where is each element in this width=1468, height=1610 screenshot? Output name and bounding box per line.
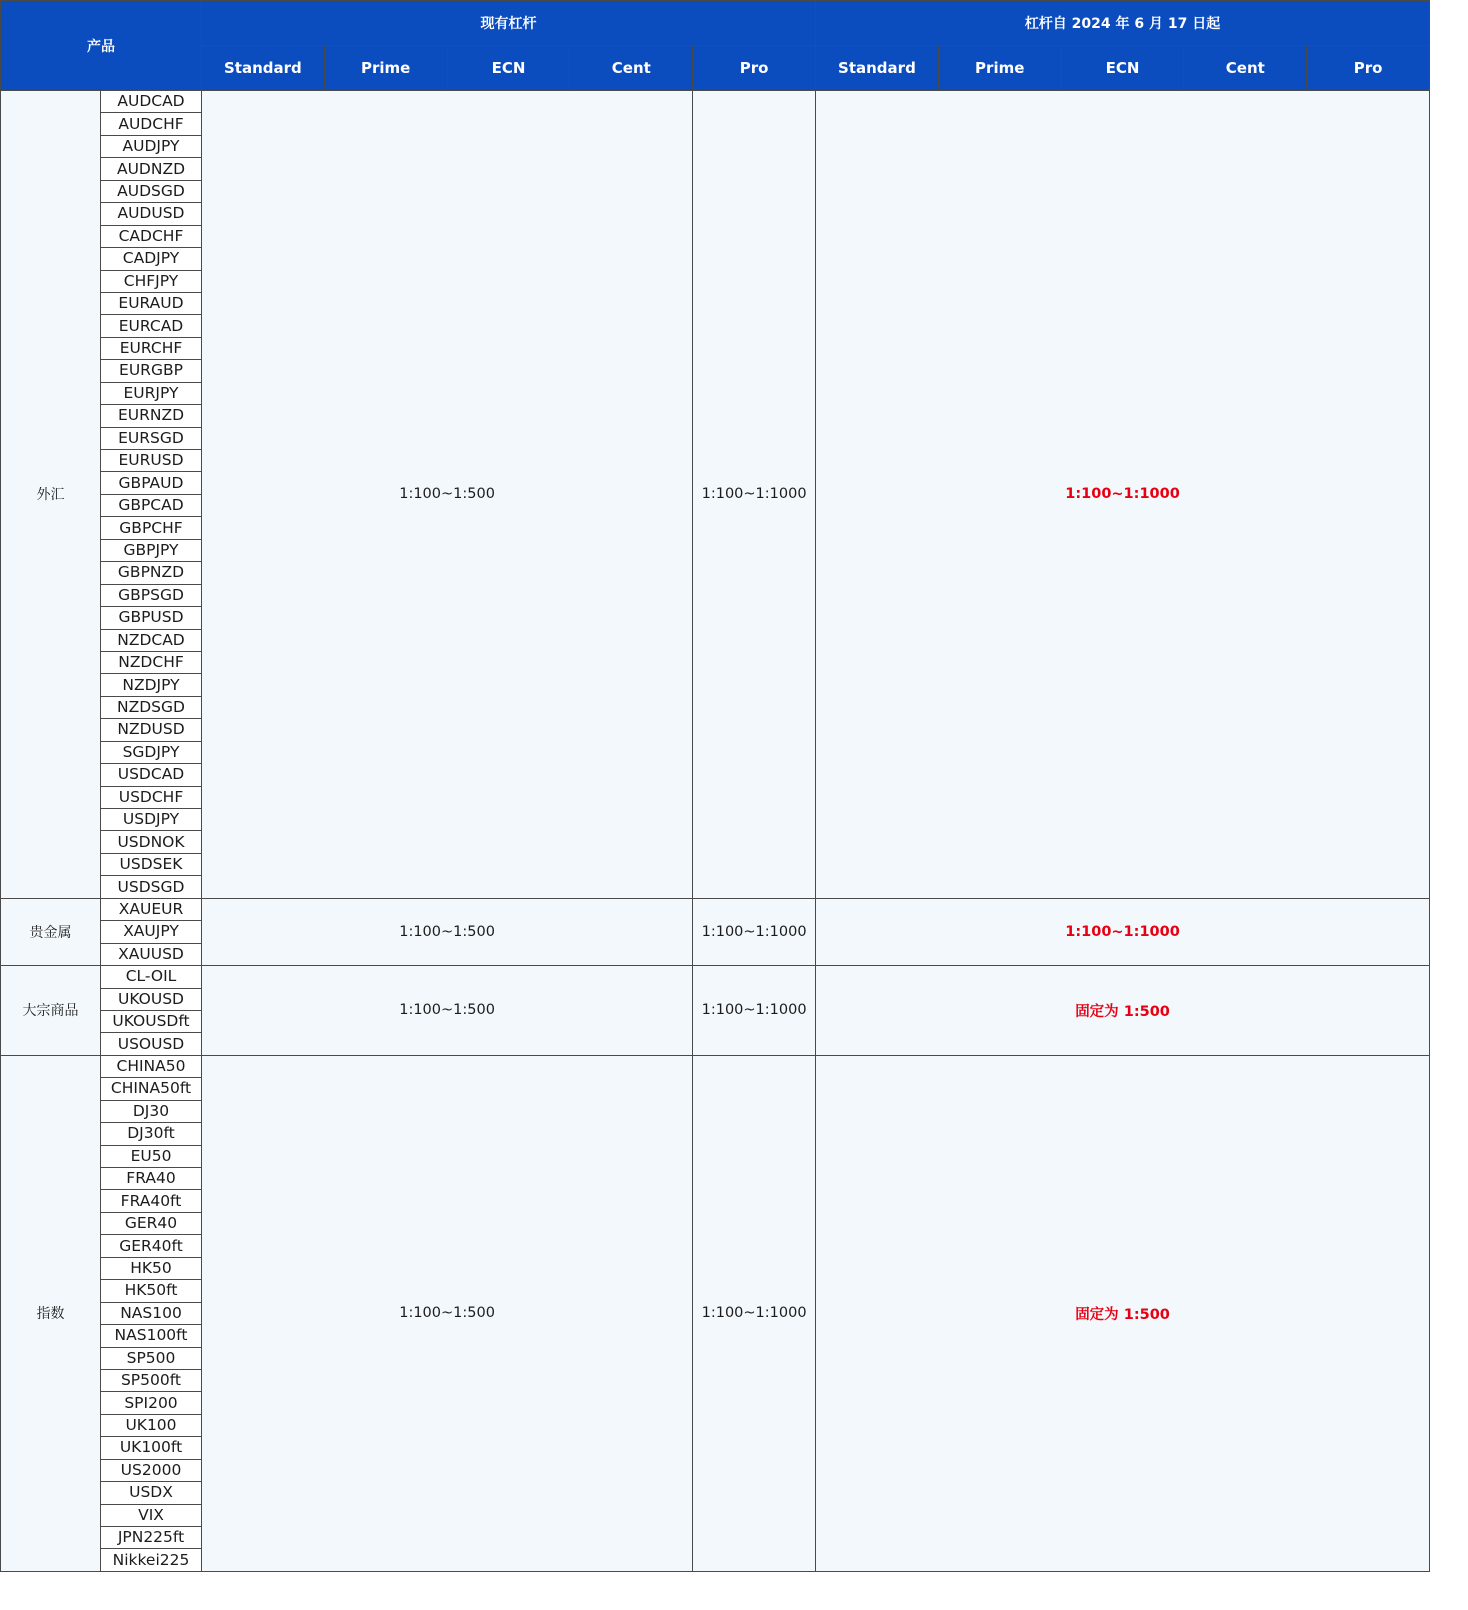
table-body — [1, 91, 1430, 1572]
future-leverage-header: 杠杆自 2024 年 6 月 17 日起 — [816, 1, 1430, 46]
symbol-cell: EURAUD — [101, 292, 202, 314]
future-leverage: 1:100~1:1000 — [816, 898, 1430, 965]
symbol-cell: HK50ft — [101, 1280, 202, 1302]
symbol-cell: GBPSGD — [101, 584, 202, 606]
symbol-cell: USDNOK — [101, 831, 202, 853]
symbol-cell: CADCHF — [101, 225, 202, 247]
current-ecn-header: ECN — [447, 46, 570, 91]
current-leverage-header: 现有杠杆 — [202, 1, 816, 46]
current-leverage-pro: 1:100~1:1000 — [693, 966, 816, 1056]
symbol-cell: AUDCHF — [101, 113, 202, 135]
symbol-cell: USDCAD — [101, 764, 202, 786]
current-cent-header: Cent — [570, 46, 693, 91]
current-pro-header: Pro — [693, 46, 816, 91]
current-standard-header: Standard — [202, 46, 325, 91]
symbol-cell: NZDCAD — [101, 629, 202, 651]
symbol-cell: USOUSD — [101, 1033, 202, 1055]
symbol-cell: SPI200 — [101, 1392, 202, 1414]
symbol-cell: XAUEUR — [101, 898, 202, 920]
symbol-cell: SP500 — [101, 1347, 202, 1369]
symbol-cell: NZDSGD — [101, 696, 202, 718]
future-cent-header: Cent — [1184, 46, 1307, 91]
symbol-cell: USDSGD — [101, 876, 202, 898]
symbol-cell: EU50 — [101, 1145, 202, 1167]
table-row — [1, 1055, 1430, 1077]
symbol-cell: AUDUSD — [101, 203, 202, 225]
symbol-cell: SGDJPY — [101, 741, 202, 763]
future-leverage: 固定为 1:500 — [816, 966, 1430, 1056]
symbol-cell: GBPCHF — [101, 517, 202, 539]
table-row — [1, 898, 1430, 920]
symbol-cell: DJ30ft — [101, 1123, 202, 1145]
symbol-cell: GBPNZD — [101, 562, 202, 584]
symbol-cell: GBPUSD — [101, 607, 202, 629]
symbol-cell: NAS100ft — [101, 1325, 202, 1347]
symbol-cell: US2000 — [101, 1459, 202, 1481]
category-label: 贵金属 — [1, 898, 101, 965]
symbol-cell: USDX — [101, 1482, 202, 1504]
symbol-cell: HK50 — [101, 1257, 202, 1279]
category-label: 指数 — [1, 1055, 101, 1571]
symbol-cell: AUDSGD — [101, 180, 202, 202]
symbol-cell: UKOUSDft — [101, 1010, 202, 1032]
category-label: 外汇 — [1, 91, 101, 899]
symbol-cell: UKOUSD — [101, 988, 202, 1010]
symbol-cell: EURJPY — [101, 382, 202, 404]
symbol-cell: FRA40 — [101, 1168, 202, 1190]
current-leverage-standard-to-cent: 1:100~1:500 — [202, 966, 693, 1056]
symbol-cell: NAS100 — [101, 1302, 202, 1324]
symbol-cell: FRA40ft — [101, 1190, 202, 1212]
symbol-cell: CHINA50 — [101, 1055, 202, 1077]
symbol-cell: AUDCAD — [101, 91, 202, 113]
current-prime-header: Prime — [324, 46, 447, 91]
symbol-cell: UK100 — [101, 1414, 202, 1436]
symbol-cell: XAUUSD — [101, 943, 202, 965]
symbol-cell: EURCAD — [101, 315, 202, 337]
future-pro-header: Pro — [1307, 46, 1430, 91]
future-ecn-header: ECN — [1061, 46, 1184, 91]
future-prime-header: Prime — [938, 46, 1061, 91]
symbol-cell: EURNZD — [101, 405, 202, 427]
symbol-cell: UK100ft — [101, 1437, 202, 1459]
symbol-cell: EURSGD — [101, 427, 202, 449]
future-leverage: 1:100~1:1000 — [816, 91, 1430, 899]
symbol-cell: EURUSD — [101, 450, 202, 472]
symbol-cell: VIX — [101, 1504, 202, 1526]
symbol-cell: AUDJPY — [101, 135, 202, 157]
symbol-cell: USDJPY — [101, 809, 202, 831]
table-row — [1, 966, 1430, 988]
symbol-cell: GBPAUD — [101, 472, 202, 494]
symbol-cell: NZDCHF — [101, 651, 202, 673]
symbol-cell: USDSEK — [101, 853, 202, 875]
symbol-cell: AUDNZD — [101, 158, 202, 180]
symbol-cell: CADJPY — [101, 248, 202, 270]
category-label: 大宗商品 — [1, 966, 101, 1056]
table-header — [1, 1, 1430, 91]
symbol-cell: JPN225ft — [101, 1527, 202, 1549]
symbol-cell: GBPJPY — [101, 539, 202, 561]
symbol-cell: CHINA50ft — [101, 1078, 202, 1100]
symbol-cell: CL-OIL — [101, 966, 202, 988]
symbol-cell: GER40 — [101, 1212, 202, 1234]
current-leverage-standard-to-cent: 1:100~1:500 — [202, 898, 693, 965]
current-leverage-pro: 1:100~1:1000 — [693, 898, 816, 965]
current-leverage-pro: 1:100~1:1000 — [693, 91, 816, 899]
symbol-cell: EURCHF — [101, 337, 202, 359]
symbol-cell: GER40ft — [101, 1235, 202, 1257]
future-standard-header: Standard — [816, 46, 939, 91]
symbol-cell: CHFJPY — [101, 270, 202, 292]
product-header: 产品 — [1, 1, 202, 91]
symbol-cell: GBPCAD — [101, 494, 202, 516]
symbol-cell: XAUJPY — [101, 921, 202, 943]
future-leverage: 固定为 1:500 — [816, 1055, 1430, 1571]
symbol-cell: NZDUSD — [101, 719, 202, 741]
symbol-cell: Nikkei225 — [101, 1549, 202, 1571]
symbol-cell: SP500ft — [101, 1369, 202, 1391]
current-leverage-standard-to-cent: 1:100~1:500 — [202, 91, 693, 899]
current-leverage-pro: 1:100~1:1000 — [693, 1055, 816, 1571]
current-leverage-standard-to-cent: 1:100~1:500 — [202, 1055, 693, 1571]
symbol-cell: NZDJPY — [101, 674, 202, 696]
symbol-cell: USDCHF — [101, 786, 202, 808]
table-row — [1, 91, 1430, 113]
symbol-cell: DJ30 — [101, 1100, 202, 1122]
symbol-cell: EURGBP — [101, 360, 202, 382]
